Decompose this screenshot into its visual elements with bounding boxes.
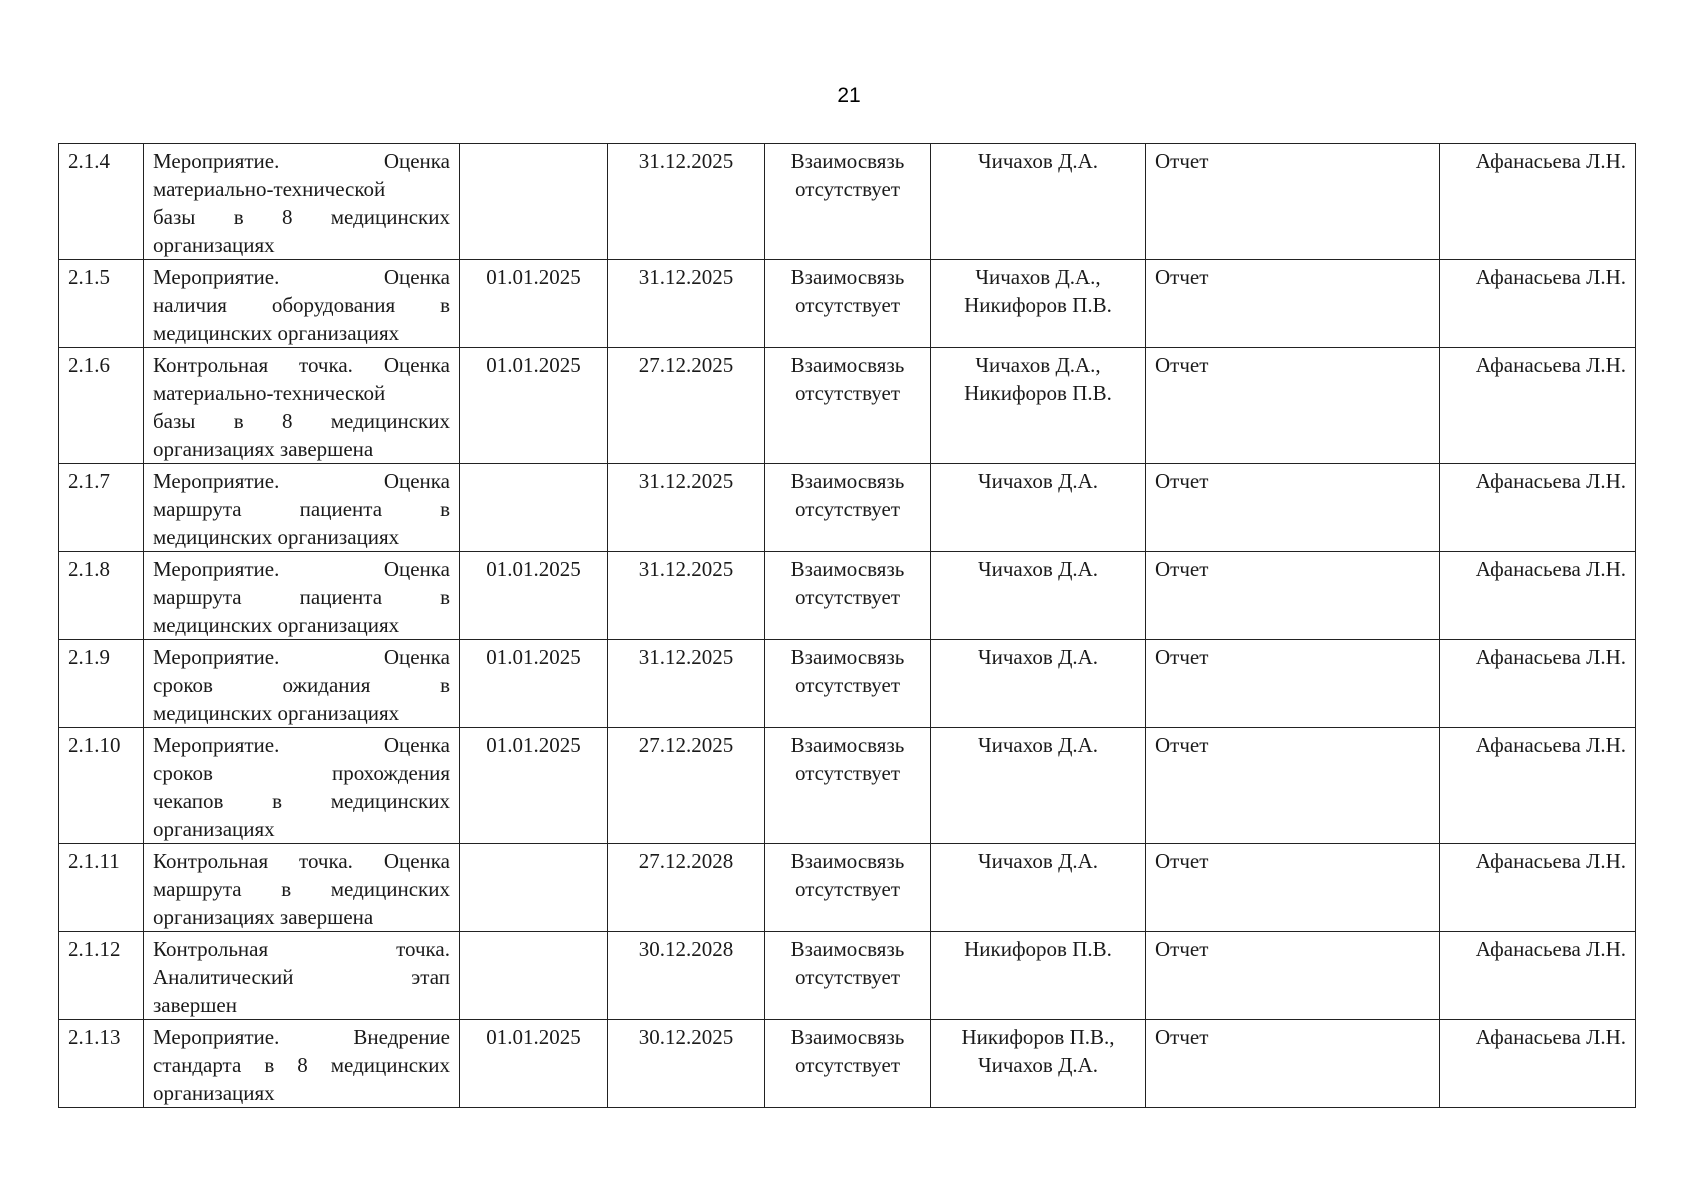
plan-table (58, 143, 1636, 1108)
cell-line: 27.12.2025 (638, 733, 734, 757)
cell-controller (1440, 844, 1636, 932)
cell-responsible (931, 1020, 1146, 1108)
cell-name (144, 1020, 460, 1108)
cell-start-date (460, 1020, 608, 1108)
cell-line: медицинских организациях (153, 613, 400, 637)
cell-line: Отчет (1155, 1025, 1209, 1049)
cell-line: отсутствует (794, 497, 901, 521)
table-row (59, 1020, 1636, 1108)
cell-number (59, 260, 144, 348)
page-number: 21 (837, 84, 861, 107)
cell-responsible (931, 932, 1146, 1020)
cell-line: медицинских организациях (153, 321, 400, 345)
cell-line: 2.1.11 (68, 849, 120, 873)
cell-end-date (608, 144, 765, 260)
cell-controller (1440, 464, 1636, 552)
cell-line: Отчет (1155, 733, 1209, 757)
cell-line: 2.1.8 (68, 557, 110, 581)
cell-responsible (931, 464, 1146, 552)
cell-line: стандарта в 8 медицинских (153, 1053, 450, 1077)
cell-end-date (608, 728, 765, 844)
cell-line: 01.01.2025 (486, 265, 581, 289)
cell-line: Афанасьева Л.Н. (1475, 557, 1626, 581)
cell-name (144, 932, 460, 1020)
cell-line: Афанасьева Л.Н. (1475, 1025, 1626, 1049)
cell-result (1146, 844, 1440, 932)
cell-line: Отчет (1155, 149, 1209, 173)
cell-controller (1440, 1020, 1636, 1108)
cell-responsible (931, 348, 1146, 464)
cell-controller (1440, 932, 1636, 1020)
cell-controller (1440, 144, 1636, 260)
cell-controller (1440, 640, 1636, 728)
cell-relationship (765, 640, 931, 728)
cell-line: Аналитический этап (153, 965, 450, 989)
cell-start-date (460, 464, 608, 552)
cell-controller (1440, 348, 1636, 464)
cell-line: 01.01.2025 (486, 733, 581, 757)
cell-line: Взаимосвязь (790, 1025, 905, 1049)
cell-responsible (931, 260, 1146, 348)
cell-line: отсутствует (794, 877, 901, 901)
cell-end-date (608, 1020, 765, 1108)
cell-line: 2.1.12 (68, 937, 121, 961)
cell-line: 01.01.2025 (486, 645, 581, 669)
cell-number (59, 1020, 144, 1108)
cell-line: медицинских организациях (153, 701, 400, 725)
cell-responsible (931, 844, 1146, 932)
cell-start-date (460, 640, 608, 728)
cell-line: 30.12.2025 (638, 1025, 734, 1049)
cell-line: Мероприятие. Оценка (153, 149, 450, 173)
table-row (59, 640, 1636, 728)
table-row (59, 464, 1636, 552)
cell-controller (1440, 728, 1636, 844)
cell-line: Взаимосвязь (790, 149, 905, 173)
cell-line: Отчет (1155, 645, 1209, 669)
cell-line: Контрольная точка. (153, 937, 450, 961)
cell-line: Мероприятие. Оценка (153, 557, 450, 581)
cell-line: базы в 8 медицинских (153, 409, 450, 433)
table-row (59, 844, 1636, 932)
plan-table-body (59, 144, 1636, 1108)
cell-line: Афанасьева Л.Н. (1475, 469, 1626, 493)
cell-line: завершен (153, 993, 237, 1017)
cell-name (144, 464, 460, 552)
cell-line: Чичахов Д.А. (977, 849, 1099, 873)
cell-line: маршрута пациента в (153, 497, 450, 521)
cell-end-date (608, 640, 765, 728)
cell-responsible (931, 640, 1146, 728)
cell-line: Чичахов Д.А. (977, 733, 1099, 757)
cell-line: Никифоров П.В. (964, 937, 1112, 961)
cell-relationship (765, 728, 931, 844)
cell-line: Афанасьева Л.Н. (1475, 353, 1626, 377)
cell-line: 2.1.4 (68, 149, 110, 173)
cell-line: Взаимосвязь (790, 937, 905, 961)
cell-line: Афанасьева Л.Н. (1475, 645, 1626, 669)
cell-line: Отчет (1155, 353, 1209, 377)
cell-line: Чичахов Д.А. (977, 557, 1099, 581)
cell-number (59, 844, 144, 932)
cell-line: Отчет (1155, 265, 1209, 289)
cell-line: отсутствует (794, 1053, 901, 1077)
cell-line: маршрута в медицинских (153, 877, 450, 901)
cell-line: Взаимосвязь (790, 849, 905, 873)
cell-line: 30.12.2028 (638, 937, 734, 961)
cell-line: организациях завершена (153, 905, 374, 929)
cell-relationship (765, 348, 931, 464)
cell-start-date (460, 844, 608, 932)
cell-result (1146, 464, 1440, 552)
cell-line: медицинских организациях (153, 525, 400, 549)
cell-line: 31.12.2025 (638, 645, 734, 669)
cell-line: Чичахов Д.А. (977, 469, 1099, 493)
cell-relationship (765, 932, 931, 1020)
cell-name (144, 728, 460, 844)
cell-line: Афанасьева Л.Н. (1475, 937, 1626, 961)
cell-relationship (765, 844, 931, 932)
cell-line: Отчет (1155, 557, 1209, 581)
cell-relationship (765, 260, 931, 348)
cell-line: Чичахов Д.А. (977, 1053, 1099, 1077)
cell-number (59, 932, 144, 1020)
cell-relationship (765, 1020, 931, 1108)
cell-line: Никифоров П.В. (964, 381, 1112, 405)
cell-line: 01.01.2025 (486, 353, 581, 377)
cell-line: 2.1.6 (68, 353, 110, 377)
cell-line: Взаимосвязь (790, 265, 905, 289)
cell-line: Никифоров П.В., (961, 1025, 1115, 1049)
cell-result (1146, 728, 1440, 844)
cell-start-date (460, 552, 608, 640)
cell-name (144, 348, 460, 464)
cell-line: 27.12.2025 (638, 353, 734, 377)
cell-line: Контрольная точка. Оценка (153, 849, 450, 873)
cell-line: Чичахов Д.А. (977, 645, 1099, 669)
cell-line: Афанасьева Л.Н. (1475, 733, 1626, 757)
cell-line: отсутствует (794, 293, 901, 317)
cell-line: 31.12.2025 (638, 557, 734, 581)
table-row (59, 728, 1636, 844)
cell-controller (1440, 552, 1636, 640)
cell-line: материально-технической (153, 177, 386, 201)
cell-end-date (608, 844, 765, 932)
cell-relationship (765, 144, 931, 260)
cell-line: организациях завершена (153, 437, 374, 461)
cell-line: 2.1.9 (68, 645, 110, 669)
cell-line: Отчет (1155, 469, 1209, 493)
cell-result (1146, 932, 1440, 1020)
cell-line: Афанасьева Л.Н. (1475, 149, 1626, 173)
cell-number (59, 728, 144, 844)
cell-responsible (931, 552, 1146, 640)
cell-line: Мероприятие. Оценка (153, 265, 450, 289)
cell-line: материально-технической (153, 381, 386, 405)
cell-line: 31.12.2025 (638, 149, 734, 173)
cell-line: отсутствует (794, 965, 901, 989)
cell-line: сроков ожидания в (153, 673, 450, 697)
cell-line: 01.01.2025 (486, 557, 581, 581)
cell-responsible (931, 144, 1146, 260)
cell-line: Мероприятие. Оценка (153, 733, 450, 757)
cell-line: чекапов в медицинских (153, 789, 450, 813)
cell-end-date (608, 552, 765, 640)
cell-line: Взаимосвязь (790, 645, 905, 669)
cell-name (144, 260, 460, 348)
cell-relationship (765, 464, 931, 552)
table-row (59, 260, 1636, 348)
cell-number (59, 552, 144, 640)
cell-result (1146, 1020, 1440, 1108)
cell-start-date (460, 260, 608, 348)
cell-name (144, 844, 460, 932)
cell-line: 2.1.7 (68, 469, 110, 493)
cell-line: отсутствует (794, 761, 901, 785)
cell-end-date (608, 464, 765, 552)
cell-line: организациях (153, 233, 275, 257)
cell-responsible (931, 728, 1146, 844)
cell-line: отсутствует (794, 585, 901, 609)
cell-number (59, 464, 144, 552)
cell-result (1146, 640, 1440, 728)
cell-line: Мероприятие. Оценка (153, 469, 450, 493)
cell-start-date (460, 728, 608, 844)
cell-name (144, 552, 460, 640)
cell-line: Мероприятие. Оценка (153, 645, 450, 669)
cell-result (1146, 348, 1440, 464)
cell-line: Чичахов Д.А., (975, 353, 1101, 377)
cell-line: отсутствует (794, 673, 901, 697)
cell-number (59, 640, 144, 728)
cell-start-date (460, 932, 608, 1020)
cell-line: 01.01.2025 (486, 1025, 581, 1049)
cell-line: сроков прохождения (153, 761, 450, 785)
cell-line: Отчет (1155, 849, 1209, 873)
cell-line: 31.12.2025 (638, 469, 734, 493)
cell-line: Взаимосвязь (790, 469, 905, 493)
cell-line: Мероприятие. Внедрение (153, 1025, 450, 1049)
cell-line: Взаимосвязь (790, 733, 905, 757)
cell-line: 2.1.5 (68, 265, 110, 289)
cell-line: 27.12.2028 (638, 849, 734, 873)
cell-line: 2.1.13 (68, 1025, 121, 1049)
cell-line: маршрута пациента в (153, 585, 450, 609)
cell-line: Никифоров П.В. (964, 293, 1112, 317)
cell-line: 2.1.10 (68, 733, 121, 757)
cell-start-date (460, 348, 608, 464)
cell-line: отсутствует (794, 381, 901, 405)
cell-relationship (765, 552, 931, 640)
cell-line: Афанасьева Л.Н. (1475, 849, 1626, 873)
cell-line: отсутствует (794, 177, 901, 201)
table-row (59, 552, 1636, 640)
cell-line: Контрольная точка. Оценка (153, 353, 450, 377)
cell-line: базы в 8 медицинских (153, 205, 450, 229)
cell-end-date (608, 932, 765, 1020)
cell-line: Чичахов Д.А., (975, 265, 1101, 289)
table-row (59, 144, 1636, 260)
cell-result (1146, 552, 1440, 640)
cell-name (144, 640, 460, 728)
cell-line: Чичахов Д.А. (977, 149, 1099, 173)
cell-line: Взаимосвязь (790, 353, 905, 377)
cell-end-date (608, 260, 765, 348)
cell-line: организациях (153, 817, 275, 841)
cell-number (59, 144, 144, 260)
cell-line: Афанасьева Л.Н. (1475, 265, 1626, 289)
cell-controller (1440, 260, 1636, 348)
table-row (59, 348, 1636, 464)
cell-result (1146, 144, 1440, 260)
cell-line: Отчет (1155, 937, 1209, 961)
cell-line: организациях (153, 1081, 275, 1105)
cell-number (59, 348, 144, 464)
cell-line: 31.12.2025 (638, 265, 734, 289)
table-row (59, 932, 1636, 1020)
cell-end-date (608, 348, 765, 464)
cell-start-date (460, 144, 608, 260)
cell-line: наличия оборудования в (153, 293, 450, 317)
cell-name (144, 144, 460, 260)
cell-line: Взаимосвязь (790, 557, 905, 581)
cell-result (1146, 260, 1440, 348)
